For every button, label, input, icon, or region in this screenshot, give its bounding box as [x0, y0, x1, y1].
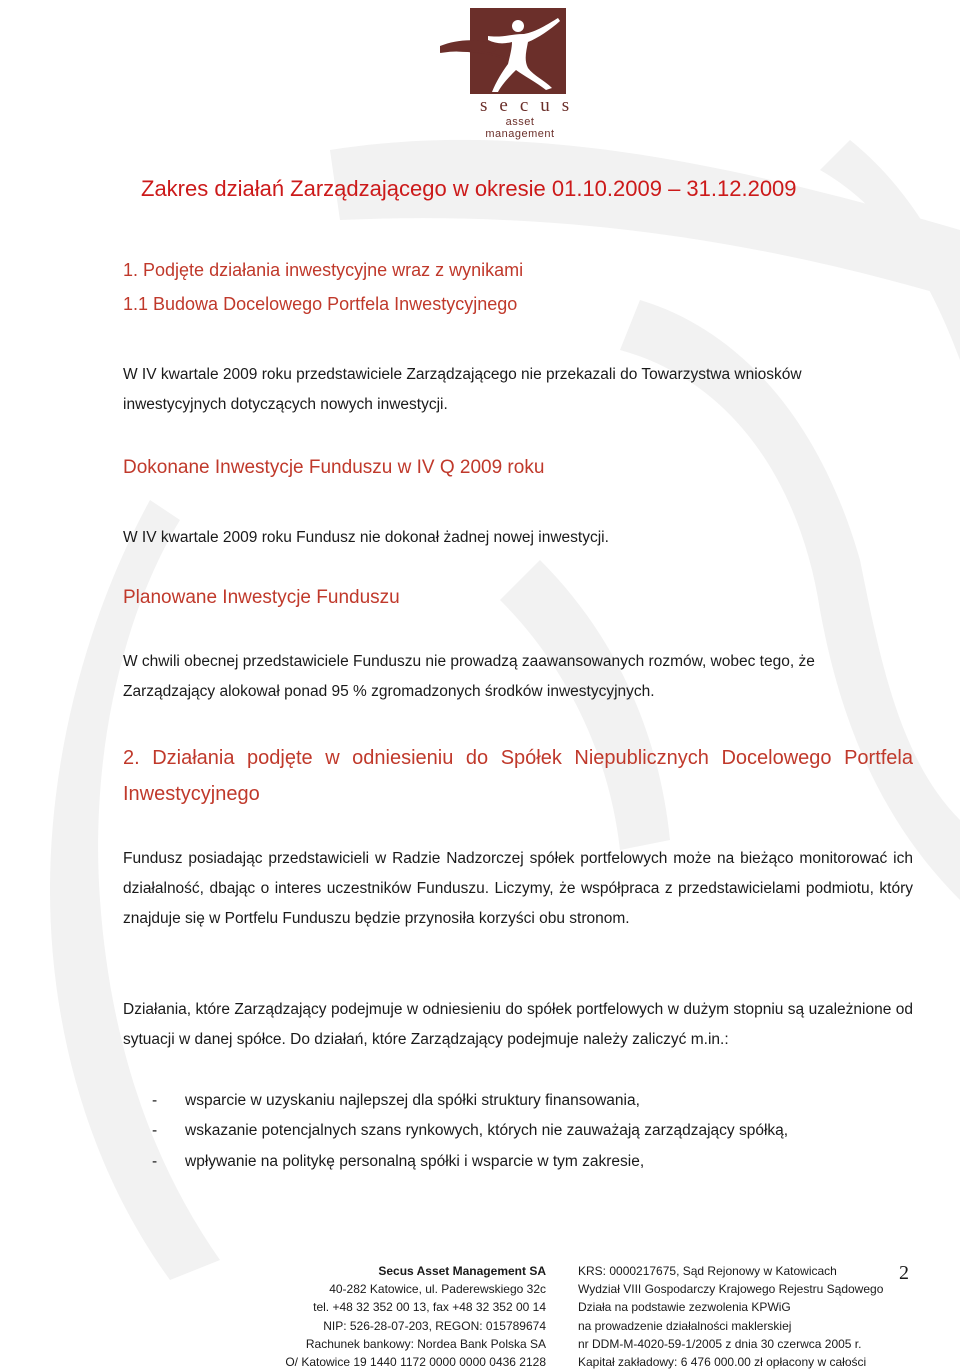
footer-license-number: nr DDM-M-4020-59-1/2005 z dnia 30 czerwca 2005 r. [578, 1336, 862, 1351]
paragraph-planned-line-1: W chwili obecnej przedstawiciele Funduszu nie prowadzą zaawansowanych rozmów, wobec tego, że [123, 653, 815, 670]
footer-account: O/ Katowice 19 1440 1172 0000 0000 0436 2128 [285, 1355, 546, 1370]
paragraph-1-line-2: inwestycyjnych dotyczących nowych inwestycji. [123, 396, 448, 413]
list-item [152, 1147, 644, 1177]
page-title: Zakres działań Zarządzającego w okresie 01.10.2009 – 31.12.2009 [141, 176, 797, 201]
list-item-text: wpływanie na politykę personalną spółki i wsparcie w tym zakresie, [185, 1153, 645, 1170]
subheading-done-investments: Dokonane Inwestycje Funduszu w IV Q 2009 roku [123, 457, 545, 478]
paragraph-1 [123, 360, 913, 420]
footer-license-scope: na prowadzenie działalności maklerskiej [578, 1318, 792, 1333]
list-item [152, 1086, 640, 1116]
bullet-dash: - [152, 1153, 158, 1170]
list-item-text: wsparcie w uzyskaniu najlepszej dla spółki struktury finansowania, [185, 1092, 640, 1109]
list-item-text: wskazanie potencjalnych szans rynkowych, których nie zauważają zarządzający spółką, [185, 1122, 789, 1139]
paragraph-planned [123, 647, 913, 707]
subheading-planned-investments: Planowane Inwestycje Funduszu [123, 587, 400, 608]
paragraph-2: Fundusz posiadając przedstawicieli w Radzie Nadzorczej spółek portfelowych może na bieżąco monitorować ich działalność, dbając o interes uczestników Funduszu. Liczymy, że współpraca z przedstawicielami podmiotu, który znajduje się w Portfelu Funduszu będzie przynosiła korzyści obu stronom. [123, 850, 913, 927]
footer-company-info [240, 1262, 546, 1371]
logo-subtitle: asset management [485, 116, 555, 140]
footer-company-name: Secus Asset Management SA [378, 1264, 546, 1278]
section-1-1-heading: 1.1 Budowa Docelowego Portfela Inwestycyjnego [123, 294, 518, 314]
footer-capital: Kapitał zakładowy: 6 476 000.00 zł opłacony w całości [578, 1355, 867, 1370]
paragraph-1-line-1: W IV kwartale 2009 roku przedstawiciele Zarządzającego nie przekazali do Towarzystwa wniosków [123, 366, 802, 383]
footer-address: 40-282 Katowice, ul. Paderewskiego 32c [329, 1282, 546, 1297]
paragraph-3: Działania, które Zarządzający podejmuje w odniesieniu do spółek portfelowych w dużym stopniu są uzależnione od sytuacji w danej spółce. Do działań, które Zarządzający podejmuje należy zaliczyć m.in.: [123, 1001, 913, 1048]
page-number: 2 [899, 1262, 909, 1284]
footer-tax-ids: NIP: 526-28-07-203, REGON: 015789674 [323, 1318, 546, 1333]
footer-krs: KRS: 0000217675, Sąd Rejonowy w Katowicach [578, 1264, 837, 1278]
section-2-heading: 2. Działania podjęte w odniesieniu do Spółek Niepublicznych Docelowego Portfela Inwestycyjnego [123, 747, 913, 805]
footer-phone: tel. +48 32 352 00 13, fax +48 32 352 00 14 [313, 1300, 546, 1315]
footer-bank: Rachunek bankowy: Nordea Bank Polska SA [305, 1336, 546, 1351]
logo [470, 95, 582, 140]
list-item [152, 1116, 788, 1146]
footer-registry-info [578, 1262, 918, 1371]
section-1-heading: 1. Podjęte działania inwestycyjne wraz z wynikami [123, 260, 524, 280]
logo-word: secus [480, 95, 582, 116]
paragraph-done: W IV kwartale 2009 roku Fundusz nie dokonał żadnej nowej inwestycji. [123, 529, 609, 546]
footer-court: Wydział VIII Gospodarczy Krajowego Rejestru Sądowego [578, 1282, 884, 1297]
bullet-dash: - [152, 1122, 158, 1139]
bullet-dash: - [152, 1092, 158, 1109]
footer-license: Działa na podstawie zezwolenia KPWiG [578, 1300, 791, 1315]
paragraph-planned-line-2: Zarządzający alokował ponad 95 % zgromadzonych środków inwestycyjnych. [123, 683, 655, 700]
